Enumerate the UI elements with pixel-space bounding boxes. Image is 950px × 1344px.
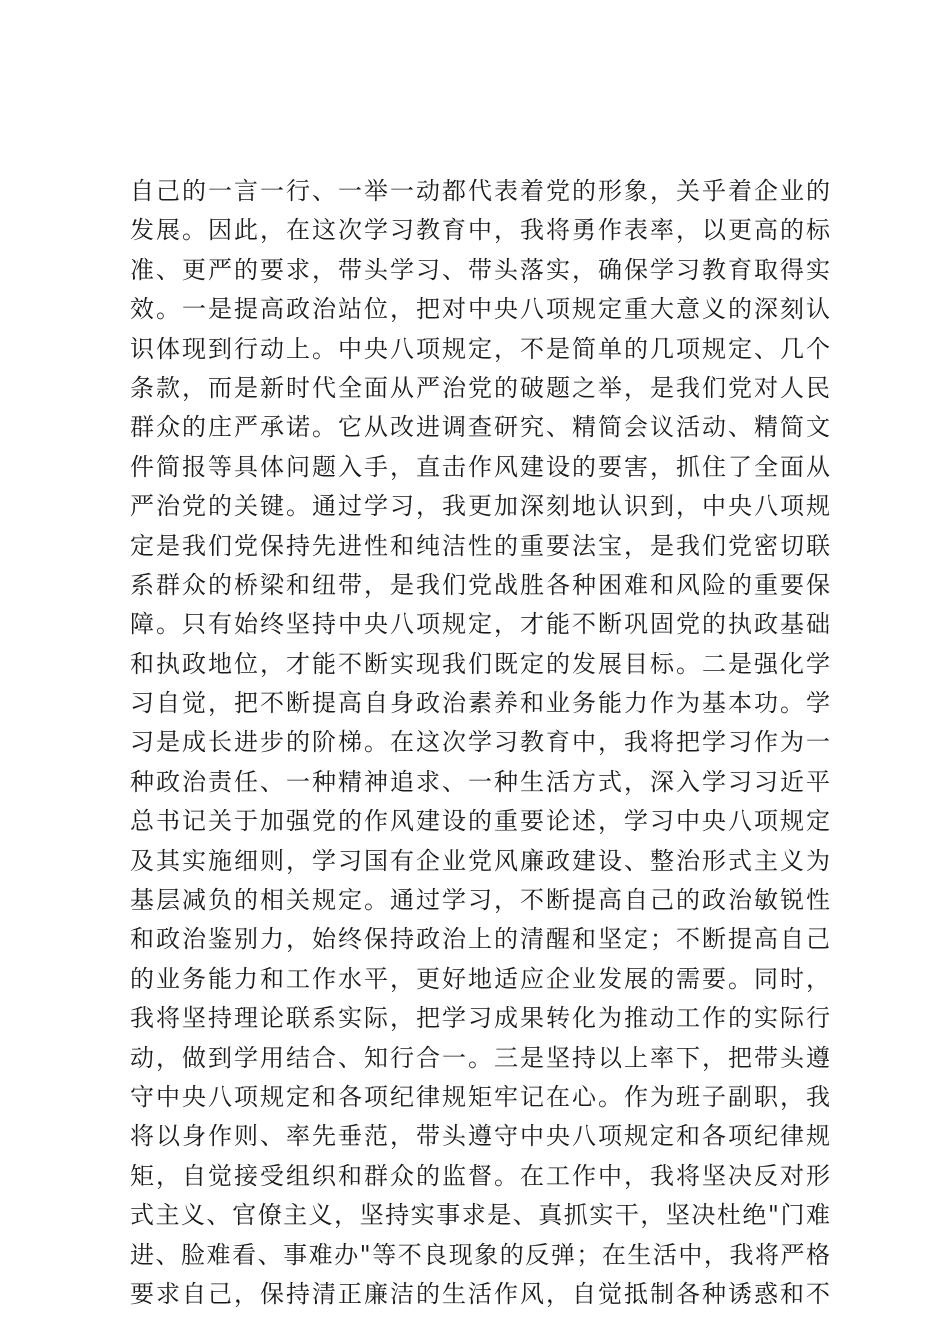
text-line: 进、脸难看、事难办"等不良现象的反弹；在生活中，我将严格 [130,1240,830,1269]
text-line: 及其实施细则，学习国有企业党风廉政建设、整治形式主义为 [130,846,830,875]
text-line: 定是我们党保持先进性和纯洁性的重要法宝，是我们党密切联 [130,531,830,560]
text-line: 发展。因此，在这次学习教育中，我将勇作表率，以更高的标 [130,216,830,245]
text-line: 障。只有始终坚持中央八项规定，才能不断巩固党的执政基础 [130,610,830,639]
text-line: 的业务能力和工作水平，更好地适应企业发展的需要。同时， [130,964,830,993]
text-line: 准、更严的要求，带头学习、带头落实，确保学习教育取得实 [130,255,830,284]
text-line: 效。一是提高政治站位，把对中央八项规定重大意义的深刻认 [130,295,830,324]
text-line: 件简报等具体问题入手，直击作风建设的要害，抓住了全面从 [130,452,830,481]
text-line: 和政治鉴别力，始终保持政治上的清醒和坚定；不断提高自己 [130,925,830,954]
text-line: 条款，而是新时代全面从严治党的破题之举，是我们党对人民 [130,373,830,402]
text-line: 要求自己，保持清正廉洁的生活作风，自觉抵制各种诱惑和不 [130,1279,830,1308]
text-line: 严治党的关键。通过学习，我更加深刻地认识到，中央八项规 [130,492,830,521]
text-line: 基层减负的相关规定。通过学习，不断提高自己的政治敏锐性 [130,886,830,915]
text-line: 习是成长进步的阶梯。在这次学习教育中，我将把学习作为一 [130,728,830,757]
text-line: 总书记关于加强党的作风建设的重要论述，学习中央八项规定 [130,807,830,836]
text-line: 识体现到行动上。中央八项规定，不是简单的几项规定、几个 [130,334,830,363]
text-line: 自己的一言一行、一举一动都代表着党的形象，关乎着企业的 [130,177,830,205]
text-line: 种政治责任、一种精神追求、一种生活方式，深入学习习近平 [130,767,830,796]
text-line: 守中央八项规定和各项纪律规矩牢记在心。作为班子副职，我 [130,1082,830,1111]
text-line: 动，做到学用结合、知行合一。三是坚持以上率下，把带头遵 [130,1043,830,1072]
text-line: 将以身作则、率先垂范，带头遵守中央八项规定和各项纪律规 [130,1122,830,1151]
text-line: 系群众的桥梁和纽带，是我们党战胜各种困难和风险的重要保 [130,570,830,599]
text-line: 群众的庄严承诺。它从改进调查研究、精简会议活动、精简文 [130,413,830,442]
body-paragraph [130,172,830,1314]
text-line: 式主义、官僚主义，坚持实事求是、真抓实干，坚决杜绝"门难 [130,1201,830,1230]
text-line: 我将坚持理论联系实际，把学习成果转化为推动工作的实际行 [130,1004,830,1033]
text-line: 和执政地位，才能不断实现我们既定的发展目标。二是强化学 [130,649,830,678]
text-line: 习自觉，把不断提高自身政治素养和业务能力作为基本功。学 [130,689,830,718]
text-line: 矩，自觉接受组织和群众的监督。在工作中，我将坚决反对形 [130,1161,830,1190]
